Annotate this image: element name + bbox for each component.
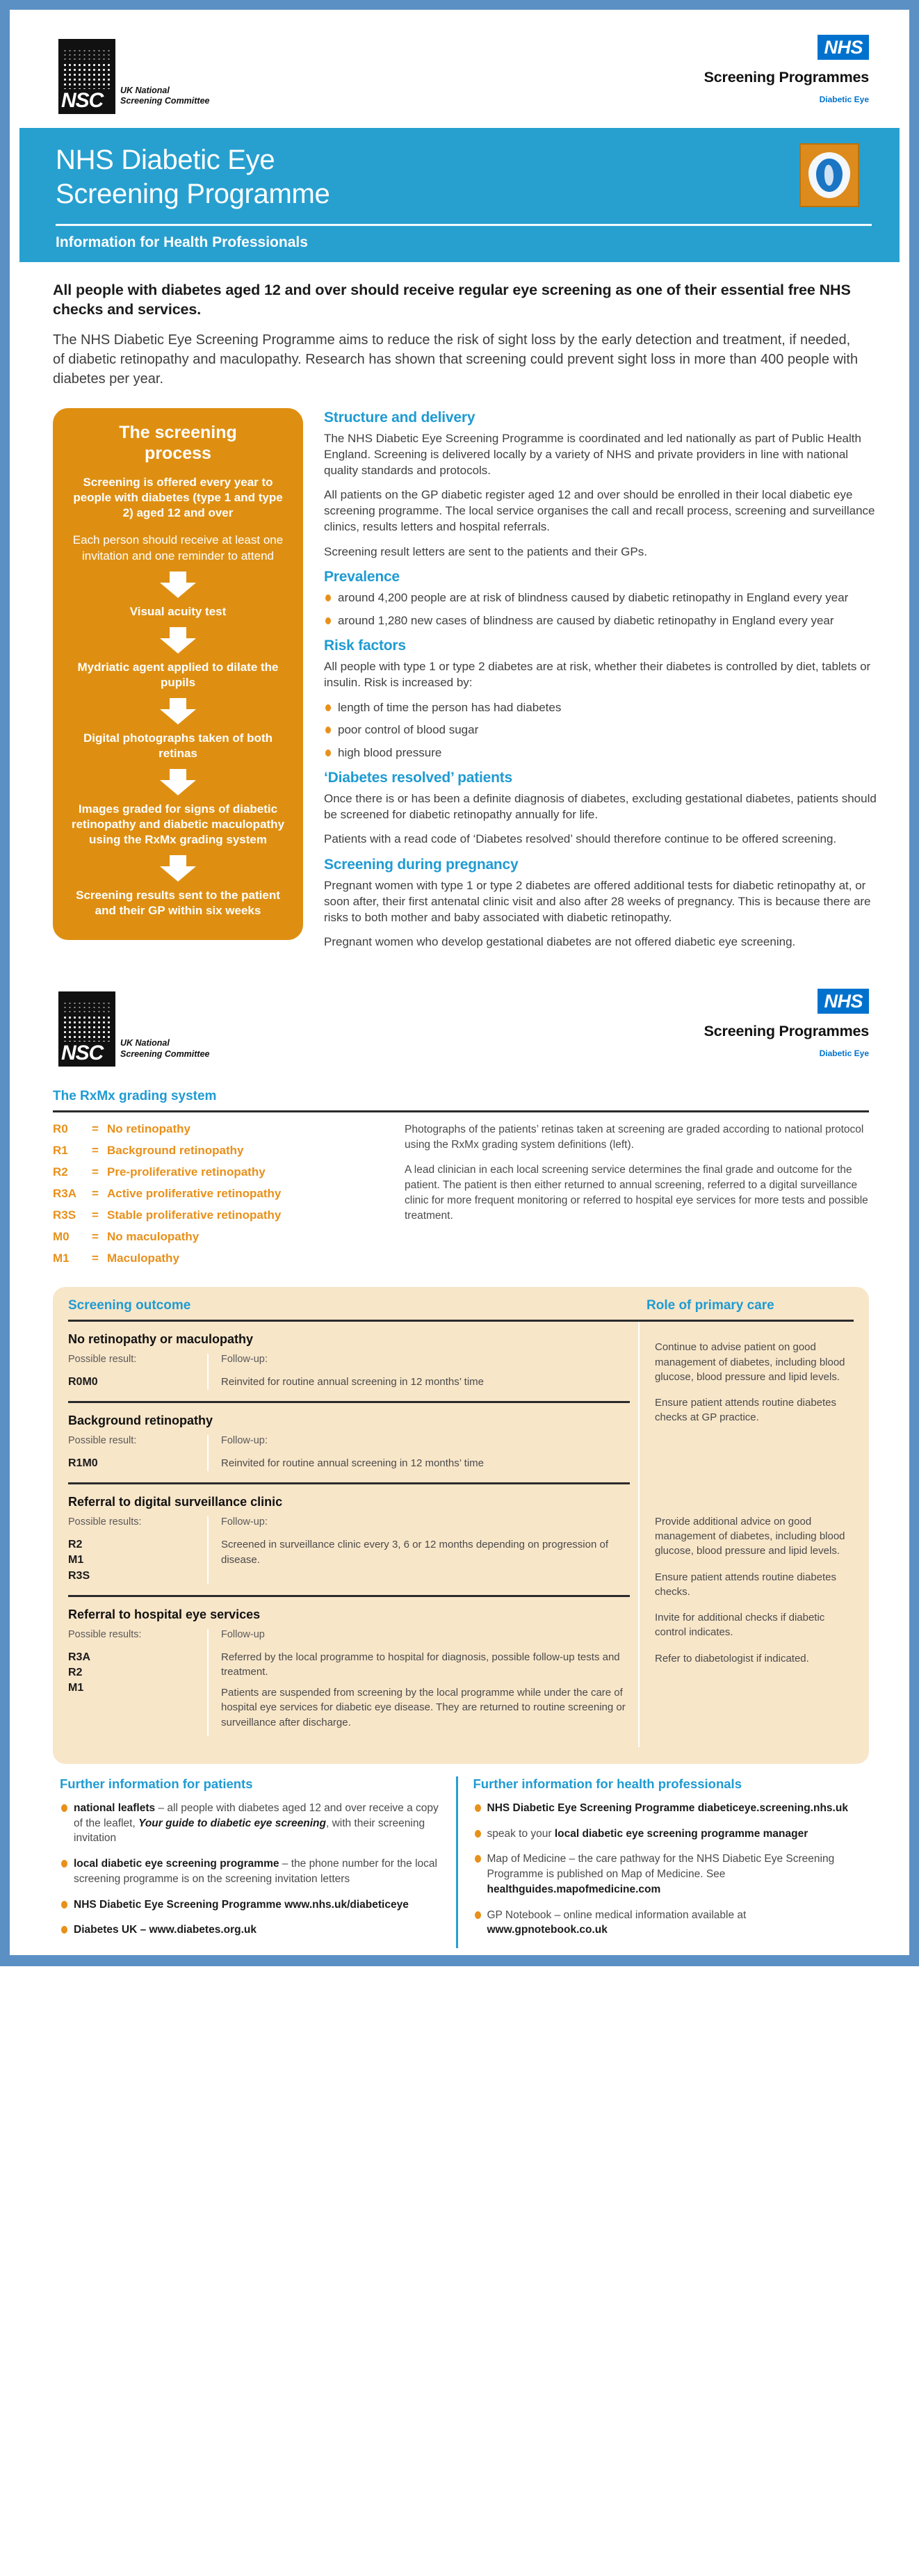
- followup-paragraph: Referred by the local programme to hospital for diagnosis, possible follow-up tests and treatment.: [221, 1651, 620, 1678]
- masthead-page-two: [10, 975, 909, 1079]
- page-two: [0, 975, 919, 1955]
- rxmx-code: M0: [53, 1230, 70, 1244]
- list-item: poor control of blood sugar: [324, 722, 881, 738]
- intro-section: [10, 262, 909, 394]
- rxmx-equals: =: [92, 1251, 99, 1265]
- rxmx-row: [53, 1251, 387, 1265]
- nsc-acronym: NSC: [61, 1042, 104, 1065]
- rxmx-code: R1: [53, 1144, 68, 1158]
- process-title-line2: process: [145, 444, 211, 464]
- list-item: around 1,280 new cases of blindness are caused by diabetic retinopathy in England every year: [324, 613, 881, 629]
- outcome-code: R2: [68, 1539, 83, 1551]
- rxmx-columns: [10, 1122, 909, 1280]
- outcome-table: [53, 1287, 869, 1764]
- page-title-line2: Screening Programme: [56, 178, 330, 209]
- outcome-block-title: Referral to hospital eye services: [68, 1607, 261, 1621]
- nsc-dots-lower: [63, 1015, 111, 1042]
- nhs-branding: [660, 989, 869, 1058]
- nsc-mark-icon: [58, 991, 115, 1067]
- primary-care-paragraph: Provide additional advice on good management of diabetes, including blood glucose, blood pressure and lipid levels.: [655, 1515, 845, 1557]
- page-title: [56, 143, 598, 211]
- nsc-caption: [120, 86, 210, 107]
- item-lead: GP Notebook – online medical information available at: [487, 1909, 747, 1921]
- followup-text: Screened in surveillance clinic every 3, 6 or 12 months depending on progression of disease.: [221, 1539, 608, 1566]
- further-information-section: [10, 1764, 909, 1955]
- item-bold-lead: local diabetic eye screening programme: [74, 1858, 279, 1870]
- outcome-block: [68, 1403, 630, 1484]
- outcome-followup-cell: [207, 1435, 630, 1471]
- list-item[interactable]: [60, 1897, 441, 1913]
- eye-outer-shape: [808, 152, 850, 198]
- resolved-paragraph: Patients with a read code of ‘Diabetes resolved’ should therefore continue to be offered screening.: [324, 832, 837, 846]
- process-title-line1: The screening: [119, 423, 237, 443]
- primary-care-paragraph: Invite for additional checks if diabetic control indicates.: [655, 1612, 825, 1639]
- outcome-block: [68, 1597, 630, 1747]
- rxmx-equals: =: [92, 1122, 99, 1136]
- process-step: Digital photographs taken of both retinas: [83, 731, 273, 760]
- outcome-results-cell: [68, 1629, 207, 1736]
- process-step: Visual acuity test: [129, 604, 227, 618]
- followup-label: Follow-up:: [221, 1354, 268, 1366]
- rxmx-row: [53, 1122, 387, 1136]
- information-column: [324, 408, 881, 959]
- further-patients-title: Further information for patients: [60, 1776, 253, 1792]
- rxmx-code: R2: [53, 1165, 68, 1179]
- arrow-down-icon: [160, 698, 196, 724]
- process-step: Images graded for signs of diabetic retinopathy and diabetic maculopathy using the RxMx grading system: [71, 802, 285, 847]
- risk-intro-paragraph: All people with type 1 or type 2 diabetes are at risk, whether their diabetes is controlled by diet, tablets or insulin. Risk is increased by:: [324, 660, 871, 689]
- outcome-block-spacer: [68, 1736, 630, 1747]
- arrow-stem: [170, 855, 186, 867]
- nhs-diabetic-eye-label: Diabetic Eye: [819, 1048, 869, 1059]
- nsc-logo: [58, 991, 210, 1067]
- primary-care-paragraph: Ensure patient attends routine diabetes checks at GP practice.: [655, 1397, 837, 1424]
- intro-lead-text: All people with diabetes aged 12 and over should receive regular eye screening as one of their essential free NHS checks and services.: [53, 281, 851, 318]
- arrow-down-icon: [160, 627, 196, 654]
- item-italic-bold: Your guide to diabetic eye screening: [138, 1817, 326, 1829]
- intro-body-text: The NHS Diabetic Eye Screening Programme aims to reduce the risk of sight loss by the early detection and treatment, if needed, of diabetic retinopathy and maculopathy. Research has shown that screening could prevent sight loss in more than 400 people with diabetes per year.: [53, 332, 859, 387]
- rxmx-description: [405, 1122, 869, 1273]
- arrow-down-icon: [160, 855, 196, 882]
- page-subtitle: Information for Health Professionals: [56, 234, 308, 250]
- outcome-col2-header-cell: [638, 1298, 854, 1313]
- process-step: Mydriatic agent applied to dilate the pupils: [77, 660, 279, 689]
- rxmx-paragraph: A lead clinician in each local screening service determines the final grade and outcome for the patient. The patient is then either returned to annual screening, referred to a digital surveillance clinic for more frequent monitoring or referred to hospital eye services for more tests and possible treatment.: [405, 1164, 868, 1222]
- process-step: Screening results sent to the patient and their GP within six weeks: [76, 889, 280, 918]
- item-bold-lead: healthguides.mapofmedicine.com: [487, 1883, 661, 1895]
- rxmx-row: [53, 1144, 387, 1158]
- outcome-table-wrapper: [10, 1280, 909, 1764]
- list-item: high blood pressure: [324, 745, 881, 761]
- column-header-role-of-primary-care: Role of primary care: [646, 1298, 774, 1313]
- arrow-head: [160, 583, 196, 598]
- nsc-caption-line2: Screening Committee: [120, 96, 210, 106]
- followup-paragraph: Patients are suspended from screening by the local programme while under the care of hospital eye services for diabetic eye disease. They are returned to routine screening or surveillance after discharge.: [221, 1687, 626, 1728]
- rxmx-equals: =: [92, 1165, 99, 1179]
- section-heading-structure: Structure and delivery: [324, 410, 475, 426]
- outcome-block-title: Background retinopathy: [68, 1413, 213, 1428]
- outcome-block-title: No retinopathy or maculopathy: [68, 1332, 254, 1347]
- arrow-stem: [170, 769, 186, 781]
- rxmx-paragraph: Photographs of the patients’ retinas taken at screening are graded according to national protocol using the RxMx grading system definitions (left).: [405, 1124, 864, 1151]
- rxmx-equals: =: [92, 1230, 99, 1244]
- nsc-caption-line1: UK National: [120, 85, 170, 95]
- rxmx-title: The RxMx grading system: [53, 1089, 217, 1104]
- list-item[interactable]: [60, 1922, 441, 1938]
- further-patients-list: [60, 1801, 441, 1938]
- followup-text: [221, 1650, 630, 1730]
- outcome-results-cell: [68, 1516, 207, 1583]
- nsc-dots-upper: [63, 49, 111, 63]
- section-heading-prevalence: Prevalence: [324, 569, 400, 585]
- list-item: length of time the person has had diabetes: [324, 700, 881, 716]
- rxmx-label: No retinopathy: [107, 1122, 190, 1136]
- arrow-head: [160, 866, 196, 882]
- arrow-down-icon: [160, 769, 196, 795]
- nsc-caption-line2: Screening Committee: [120, 1048, 210, 1059]
- page-top-band: [0, 0, 919, 10]
- nsc-dots-upper: [63, 1001, 111, 1015]
- outcome-table-body: [68, 1322, 854, 1747]
- further-professionals-list: [473, 1801, 854, 1938]
- rxmx-label: No maculopathy: [107, 1230, 200, 1244]
- primary-care-spacer: [655, 1436, 854, 1514]
- outcome-code: R1M0: [68, 1457, 98, 1470]
- rxmx-section-header: [10, 1079, 909, 1112]
- process-spacer: [68, 521, 288, 533]
- section-heading-pregnancy: Screening during pregnancy: [324, 857, 519, 873]
- nhs-branding: [660, 35, 869, 104]
- rxmx-label: Maculopathy: [107, 1251, 179, 1265]
- outcome-followup-cell: [207, 1629, 630, 1736]
- further-info-professionals: [456, 1776, 870, 1948]
- arrow-stem: [170, 572, 186, 583]
- nsc-logo: [58, 39, 210, 114]
- further-info-patients: [44, 1776, 456, 1948]
- item-bold-lead: NHS Diabetic Eye Screening Programme diabeticeye.screening.nhs.uk: [487, 1802, 848, 1815]
- nsc-mark-icon: [58, 39, 115, 114]
- process-column: [53, 408, 303, 959]
- outcome-code: M1: [68, 1554, 84, 1566]
- risk-factors-list: [324, 700, 881, 761]
- list-item[interactable]: [473, 1908, 854, 1938]
- rxmx-code: M1: [53, 1251, 70, 1265]
- followup-label: Follow-up:: [221, 1516, 268, 1528]
- arrow-head: [160, 638, 196, 654]
- outcome-followup-cell: [207, 1516, 630, 1583]
- nsc-caption: [120, 1038, 210, 1060]
- further-professionals-title: Further information for health professionals: [473, 1776, 742, 1792]
- section-heading-diabetes-resolved: ‘Diabetes resolved’ patients: [324, 769, 513, 786]
- eye-logo-icon: [799, 143, 859, 207]
- title-divider: [56, 224, 872, 226]
- rxmx-equals: =: [92, 1187, 99, 1201]
- outcome-results-cell: [68, 1435, 207, 1471]
- possible-results-label: Possible results:: [68, 1516, 142, 1528]
- arrow-down-icon: [160, 572, 196, 598]
- item-lead: Map of Medicine – the care pathway for the NHS Diabetic Eye Screening Programme is published on Map of Medicine. See: [487, 1853, 835, 1881]
- page-one: [0, 10, 919, 975]
- possible-result-label: Possible result:: [68, 1435, 137, 1447]
- process-step: Screening is offered every year to people with diabetes (type 1 and type 2) aged 12 and over: [73, 476, 283, 520]
- item-bold-lead: national leaflets: [74, 1802, 156, 1815]
- possible-results-label: Possible results:: [68, 1628, 142, 1640]
- outcome-blocks: [68, 1322, 638, 1747]
- list-item: [473, 1826, 854, 1842]
- section-heading-risk-factors: Risk factors: [324, 638, 406, 654]
- rxmx-equals: =: [92, 1144, 99, 1158]
- page-title-line1: NHS Diabetic Eye: [56, 145, 275, 175]
- outcome-code: R2: [68, 1666, 83, 1678]
- eye-inner-shape: [816, 159, 843, 192]
- page-bottom-band: [0, 1955, 919, 1966]
- outcome-code: R3S: [68, 1569, 90, 1582]
- structure-paragraph: All patients on the GP diabetic register aged 12 and over should be enrolled in their local diabetic eye screening programme. The local service organises the call and recall process, screening and surveillance clinics, results letters and hospital referrals.: [324, 488, 875, 533]
- primary-care-paragraph: Ensure patient attends routine diabetes checks.: [655, 1571, 837, 1598]
- process-title: [68, 422, 288, 464]
- item-bold-lead: www.gpnotebook.co.uk: [487, 1924, 608, 1936]
- rxmx-code-list: [53, 1122, 387, 1273]
- outcome-block-title: Referral to digital surveillance clinic: [68, 1495, 283, 1509]
- title-banner: [19, 128, 900, 262]
- arrow-stem: [170, 698, 186, 710]
- rxmx-label: Background retinopathy: [107, 1144, 244, 1158]
- followup-label: Follow-up: [221, 1628, 265, 1640]
- rxmx-equals: =: [92, 1208, 99, 1222]
- outcome-code: R3A: [68, 1651, 91, 1663]
- rxmx-row: [53, 1165, 387, 1179]
- rxmx-label: Active proliferative retinopathy: [107, 1187, 282, 1201]
- resolved-paragraph: Once there is or has been a definite diagnosis of diabetes, excluding gestational diabetes, patients should be screened for diabetic retinopathy annually for life.: [324, 791, 877, 821]
- pregnancy-paragraph: Pregnant women with type 1 or type 2 diabetes are offered additional tests for diabetic retinopathy at, or soon after, their first antenatal clinic visit and also after 28 weeks of pregnancy. This is because there are risks to both mother and baby associated with diabetic retinopathy.: [324, 879, 871, 924]
- primary-care-paragraph: Continue to advise patient on good management of diabetes, including blood glucose, blood pressure and lipid levels.: [655, 1341, 845, 1383]
- nhs-screening-programmes-label: Screening Programmes: [704, 69, 869, 86]
- item-bold-lead: NHS Diabetic Eye Screening Programme www.nhs.uk/diabeticeye: [74, 1898, 409, 1911]
- rxmx-row: [53, 1187, 387, 1201]
- followup-label: Follow-up:: [221, 1435, 268, 1447]
- rxmx-divider: [53, 1110, 869, 1112]
- possible-result-label: Possible result:: [68, 1354, 137, 1366]
- outcome-block: [68, 1484, 630, 1596]
- outcome-followup-cell: [207, 1354, 630, 1390]
- list-item[interactable]: [473, 1801, 854, 1816]
- outcome-col1-header-cell: [68, 1298, 638, 1313]
- outcome-table-header: [68, 1298, 854, 1313]
- outcome-results-cell: [68, 1354, 207, 1390]
- primary-care-paragraph: Refer to diabetologist if indicated.: [655, 1652, 809, 1664]
- item-text: – the phone number for the local screening programme is on the screening invitation letters: [74, 1858, 437, 1885]
- rxmx-row: [53, 1208, 387, 1222]
- rxmx-code: R0: [53, 1122, 68, 1136]
- item-bold-lead: Diabetes UK – www.diabetes.org.uk: [74, 1924, 257, 1936]
- masthead-page-one: [10, 10, 909, 128]
- body-columns: [10, 393, 909, 975]
- item-text: – all people with diabetes aged 12 and over receive a copy of the leaflet,: [74, 1802, 439, 1829]
- pregnancy-paragraph: Pregnant women who develop gestational diabetes are not offered diabetic eye screening.: [324, 935, 796, 949]
- nsc-acronym: NSC: [61, 89, 104, 112]
- nsc-caption-line1: UK National: [120, 1037, 170, 1048]
- list-item: around 4,200 people are at risk of blindness caused by diabetic retinopathy in England every year: [324, 590, 881, 606]
- list-item: [60, 1801, 441, 1846]
- column-header-screening-outcome: Screening outcome: [68, 1298, 191, 1313]
- rxmx-code: R3A: [53, 1187, 77, 1201]
- list-item: [60, 1856, 441, 1886]
- nhs-logo: NHS: [818, 989, 869, 1014]
- item-lead: speak to your: [487, 1827, 555, 1840]
- structure-paragraph: The NHS Diabetic Eye Screening Programme is coordinated and led nationally as part of Public Health England. Screening is delivered locally by a variety of NHS and private providers in line with national quality standards and protocols.: [324, 432, 861, 477]
- screening-process-box: [53, 408, 303, 939]
- outcome-code: M1: [68, 1681, 84, 1694]
- nsc-dots-lower: [63, 63, 111, 89]
- nhs-screening-programmes-label: Screening Programmes: [704, 1023, 869, 1040]
- outcome-code: R0M0: [68, 1376, 98, 1388]
- process-step: Each person should receive at least one invitation and one reminder to attend: [72, 533, 284, 562]
- prevalence-list: [324, 590, 881, 629]
- list-item[interactable]: [473, 1852, 854, 1897]
- arrow-stem: [170, 627, 186, 639]
- arrow-head: [160, 709, 196, 724]
- followup-text: Reinvited for routine annual screening in 12 months’ time: [221, 1457, 484, 1470]
- outcome-block: [68, 1322, 630, 1403]
- rxmx-label: Pre-proliferative retinopathy: [107, 1165, 266, 1179]
- nhs-logo: NHS: [818, 35, 869, 60]
- structure-paragraph: Screening result letters are sent to the patients and their GPs.: [324, 544, 647, 558]
- item-tail: , with their screening invitation: [74, 1817, 425, 1845]
- arrow-head: [160, 780, 196, 795]
- rxmx-code: R3S: [53, 1208, 76, 1222]
- item-bold-lead: local diabetic eye screening programme manager: [554, 1827, 808, 1840]
- nhs-diabetic-eye-label: Diabetic Eye: [819, 95, 869, 104]
- rxmx-label: Stable proliferative retinopathy: [107, 1208, 282, 1222]
- primary-care-column: [638, 1322, 854, 1747]
- rxmx-row: [53, 1230, 387, 1244]
- followup-text: Reinvited for routine annual screening in 12 months’ time: [221, 1376, 484, 1388]
